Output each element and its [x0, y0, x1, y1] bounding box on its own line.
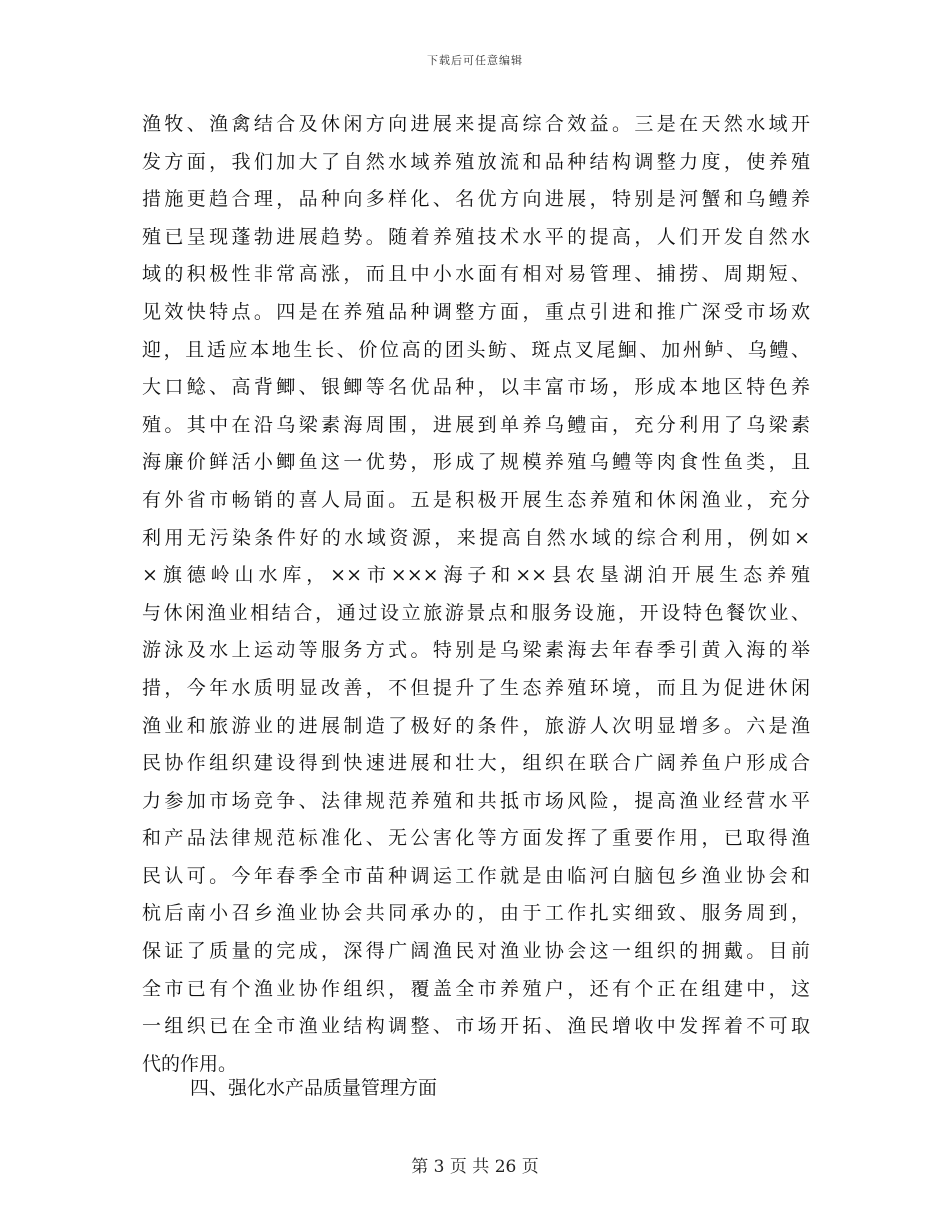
text-line: ×旗德岭山水库，××市×××海子和××县农垦湖泊开展生态养殖 — [142, 564, 810, 587]
text-line: 殖。其中在沿乌梁素海周围，进展到单养乌鳢亩，充分利用了乌梁素 — [142, 413, 810, 436]
text-line: 发方面，我们加大了自然水域养殖放流和品种结构调整力度，使养殖 — [142, 150, 810, 173]
text-line: 游泳及水上运动等服务方式。特别是乌梁素海去年春季引黄入海的举 — [142, 639, 810, 662]
text-line: 海廉价鲜活小鲫鱼这一优势，形成了规模养殖乌鳢等肉食性鱼类，且 — [142, 451, 810, 474]
text-line: 渔牧、渔禽结合及休闲方向进展来提高综合效益。三是在天然水域开 — [142, 113, 810, 135]
text-line: 迎，且适应本地生长、价位高的团头鲂、斑点叉尾鮰、加州鲈、乌鳢、 — [142, 338, 810, 361]
text-line: 杭后南小召乡渔业协会共同承办的，由于工作扎实细致、服务周到， — [142, 902, 810, 925]
text-line: 措，今年水质明显改善，不但提升了生态养殖环境，而且为促进休闲 — [142, 676, 810, 699]
text-line: 大口鲶、高背鲫、银鲫等名优品种，以丰富市场，形成本地区特色养 — [142, 376, 810, 399]
text-line: 利用无污染条件好的水域资源，来提高自然水域的综合利用，例如× — [142, 526, 810, 549]
page-number: 第 3 页 共 26 页 — [411, 1157, 539, 1177]
text-line: 域的积极性非常高涨，而且中小水面有相对易管理、捕捞、周期短、 — [142, 263, 810, 286]
text-line: 一组织已在全市渔业结构调整、市场开拓、渔民增收中发挥着不可取 — [142, 1015, 810, 1038]
page-header: 下载后可任意编辑 — [427, 54, 523, 67]
body-paragraph — [142, 106, 810, 1083]
text-line: 渔业和旅游业的进展制造了极好的条件，旅游人次明显增多。六是渔 — [142, 714, 810, 737]
text-line: 与休闲渔业相结合，通过设立旅游景点和服务设施，开设特色餐饮业、 — [142, 601, 810, 624]
text-line: 和产品法律规范标准化、无公害化等方面发挥了重要作用，已取得渔 — [142, 827, 810, 850]
text-line: 全市已有个渔业协作组织，覆盖全市养殖户，还有个正在组建中，这 — [142, 977, 810, 1000]
text-line: 民协作组织建设得到快速进展和壮大，组织在联合广阔养鱼户形成合 — [142, 752, 810, 775]
text-line: 民认可。今年春季全市苗种调运工作就是由临河白脑包乡渔业协会和 — [142, 864, 810, 887]
text-line: 有外省市畅销的喜人局面。五是积极开展生态养殖和休闲渔业，充分 — [142, 488, 810, 511]
section-heading: 四、强化水产品质量管理方面 — [190, 1077, 438, 1099]
text-line: 保证了质量的完成，深得广阔渔民对渔业协会这一组织的拥戴。目前 — [142, 940, 810, 963]
text-line: 代的作用。 — [142, 1052, 238, 1075]
text-line: 殖已呈现蓬勃进展趋势。随着养殖技术水平的提高，人们开发自然水 — [142, 225, 810, 248]
text-line: 见效快特点。四是在养殖品种调整方面，重点引进和推广深受市场欢 — [142, 300, 810, 323]
text-line: 措施更趋合理，品种向多样化、名优方向进展，特别是河蟹和乌鳢养 — [142, 188, 810, 211]
text-line: 力参加市场竞争、法律规范养殖和共抵市场风险，提高渔业经营水平 — [142, 789, 810, 812]
